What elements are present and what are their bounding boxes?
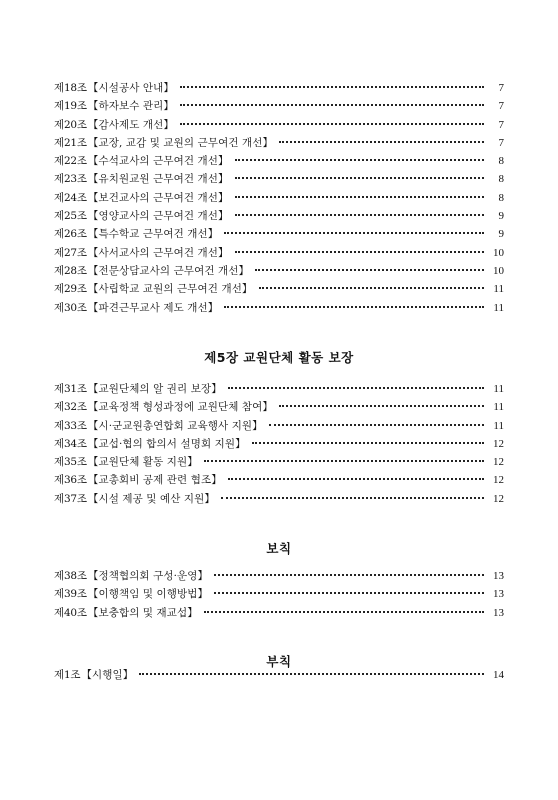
article-title: 【교원단체 활동 지원】 <box>87 456 198 469</box>
article-title: 【교육정책 형성과정에 교원단체 참여】 <box>87 401 274 414</box>
toc-entry <box>54 435 504 453</box>
article-number: 제38조 <box>54 570 87 582</box>
toc-entry <box>54 567 504 585</box>
article-number: 제20조 <box>54 118 87 131</box>
toc-entry <box>54 152 504 170</box>
article-title: 【교장, 교감 및 교원의 근무여건 개선】 <box>87 136 274 149</box>
toc-entry <box>54 97 504 115</box>
toc-entry <box>54 585 504 603</box>
dot-leader <box>252 440 484 444</box>
dot-leader <box>259 285 484 289</box>
article-number: 제18조 <box>54 82 87 94</box>
page-number: 11 <box>493 419 504 432</box>
toc-entry <box>54 207 504 225</box>
article-number: 제40조 <box>54 606 87 619</box>
article-number: 제36조 <box>54 474 87 487</box>
article-number: 제1조 <box>54 669 81 681</box>
toc-entry <box>54 299 504 317</box>
dot-leader <box>180 84 484 88</box>
page-number: 8 <box>498 173 504 186</box>
article-title: 【정책협의회 구성·운영】 <box>87 570 209 582</box>
article-number: 제32조 <box>54 401 87 414</box>
toc-entry <box>54 471 504 489</box>
toc-group-addendum <box>54 666 504 684</box>
article-title: 【특수학교 근무여건 개선】 <box>87 228 219 241</box>
toc-group-supplementary <box>54 567 504 622</box>
article-title: 【사립학교 교원의 근무여건 개선】 <box>87 283 253 296</box>
dot-leader <box>204 609 484 613</box>
dot-leader <box>228 476 484 480</box>
page-number: 12 <box>493 456 504 469</box>
page-number: 7 <box>498 82 504 94</box>
article-number: 제19조 <box>54 100 87 113</box>
dot-leader <box>235 249 484 253</box>
page-number: 8 <box>498 155 504 168</box>
toc-entry <box>54 490 504 508</box>
toc-group-articles-18-30 <box>54 79 504 317</box>
article-title: 【보충합의 및 재교섭】 <box>87 606 198 619</box>
article-title: 【사서교사의 근무여건 개선】 <box>87 246 229 259</box>
page-number: 7 <box>498 100 504 113</box>
dot-leader <box>221 495 484 499</box>
page-number: 11 <box>493 383 504 395</box>
addendum-heading: 부칙 <box>266 654 292 669</box>
toc-entry <box>54 262 504 280</box>
page-number: 13 <box>493 606 504 619</box>
page-number: 9 <box>498 210 504 223</box>
toc-entry <box>54 225 504 243</box>
article-number: 제39조 <box>54 588 87 601</box>
toc-entry <box>54 453 504 471</box>
article-title: 【교총회비 공제 관련 협조】 <box>87 474 222 487</box>
dot-leader <box>139 671 484 675</box>
page-number: 12 <box>493 474 504 487</box>
toc-entry <box>54 417 504 435</box>
dot-leader <box>235 175 484 179</box>
dot-leader <box>214 590 484 594</box>
page-number: 11 <box>493 283 504 296</box>
dot-leader <box>228 385 484 389</box>
page-number: 12 <box>493 437 504 450</box>
toc-entry <box>54 398 504 416</box>
page-number: 8 <box>498 191 504 204</box>
toc-entry <box>54 280 504 298</box>
dot-leader <box>279 403 484 407</box>
toc-entry <box>54 116 504 134</box>
toc-entry <box>54 380 504 398</box>
page-number: 11 <box>493 401 504 414</box>
article-title: 【이행책임 및 이행방법】 <box>87 588 209 601</box>
dot-leader <box>269 422 484 426</box>
article-number: 제21조 <box>54 136 87 149</box>
article-number: 제35조 <box>54 456 87 469</box>
page-number: 10 <box>493 246 504 259</box>
article-number: 제26조 <box>54 228 87 241</box>
supplementary-heading: 보칙 <box>266 541 292 556</box>
article-number: 제24조 <box>54 191 87 204</box>
article-number: 제33조 <box>54 419 87 432</box>
article-title: 【보건교사의 근무여건 개선】 <box>87 191 229 204</box>
article-number: 제31조 <box>54 383 87 395</box>
chapter-heading: 제5장 교원단체 활동 보장 <box>204 350 354 365</box>
dot-leader <box>235 157 484 161</box>
toc-entry <box>54 79 504 97</box>
article-number: 제37조 <box>54 492 87 505</box>
dot-leader <box>224 230 484 234</box>
article-title: 【전문상담교사의 근무여건 개선】 <box>87 264 250 277</box>
article-number: 제30조 <box>54 301 87 314</box>
toc-entry <box>54 604 504 622</box>
dot-leader <box>235 212 484 216</box>
article-number: 제23조 <box>54 173 87 186</box>
dot-leader <box>224 304 484 308</box>
article-title: 【감사제도 개선】 <box>87 118 174 131</box>
page-number: 11 <box>493 301 504 314</box>
page-number: 13 <box>493 588 504 601</box>
dot-leader <box>214 572 484 576</box>
dot-leader <box>279 139 484 143</box>
page-number: 13 <box>493 570 504 582</box>
dot-leader <box>180 102 484 106</box>
article-title: 【교원단체의 알 권리 보장】 <box>87 383 222 395</box>
article-number: 제28조 <box>54 264 87 277</box>
dot-leader <box>255 267 484 271</box>
toc-entry <box>54 134 504 152</box>
page-number: 9 <box>498 228 504 241</box>
article-title: 【시행일】 <box>81 669 134 681</box>
page-number: 7 <box>498 136 504 149</box>
dot-leader <box>204 458 484 462</box>
article-number: 제27조 <box>54 246 87 259</box>
toc-group-chapter-5 <box>54 380 504 508</box>
article-number: 제22조 <box>54 155 87 168</box>
article-title: 【영양교사의 근무여건 개선】 <box>87 210 229 223</box>
toc-entry <box>54 244 504 262</box>
article-title: 【유치원교원 근무여건 개선】 <box>87 173 229 186</box>
toc-entry <box>54 666 504 684</box>
page-number: 12 <box>493 492 504 505</box>
page-number: 14 <box>493 669 504 681</box>
article-title: 【파견근무교사 제도 개선】 <box>87 301 219 314</box>
article-number: 제25조 <box>54 210 87 223</box>
article-title: 【하자보수 관리】 <box>87 100 174 113</box>
article-title: 【시설공사 안내】 <box>87 82 174 94</box>
article-number: 제34조 <box>54 437 87 450</box>
article-title: 【수석교사의 근무여건 개선】 <box>87 155 229 168</box>
dot-leader <box>235 194 484 198</box>
article-title: 【시·군교원총연합회 교육행사 지원】 <box>87 419 263 432</box>
dot-leader <box>180 121 484 125</box>
article-title: 【시설 제공 및 예산 지원】 <box>87 492 215 505</box>
article-title: 【교섭·협의 합의서 설명회 지원】 <box>87 437 246 450</box>
page-number: 10 <box>493 264 504 277</box>
article-number: 제29조 <box>54 283 87 296</box>
toc-entry <box>54 189 504 207</box>
page-number: 7 <box>498 118 504 131</box>
toc-entry <box>54 170 504 188</box>
